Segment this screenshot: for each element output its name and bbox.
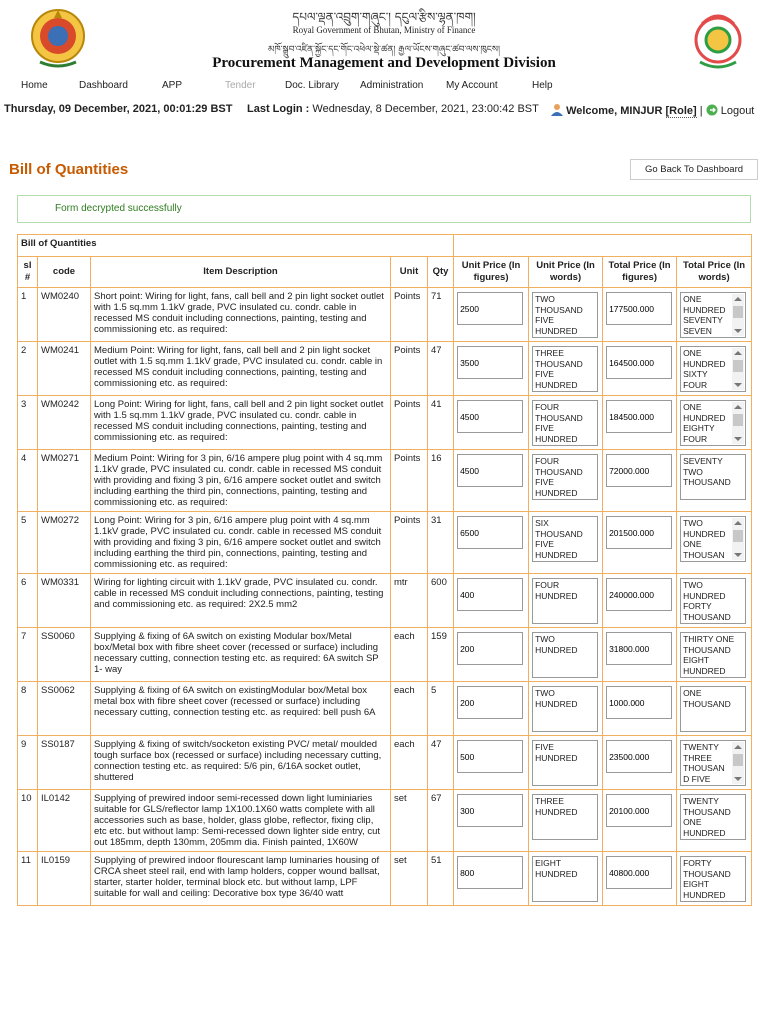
- cell-description: Supplying & fixing of 6A switch on existingModular box/Metal box metal box with fibre sheet cover (recessed or surface) including necessary cutting, connection testing etc. as required: bell push 6A: [91, 682, 391, 736]
- last-login: [247, 103, 539, 115]
- cell-unit: Points: [391, 450, 428, 512]
- cell-description: Short point: Wiring for light, fans, call bell and 2 pin light socket outlet with 1.5 sq.mm 1.1kV grade, PVC insulated cu. condr. cable in recessed MS conduit including connections, painting, testing and commissioning etc. as required:: [91, 288, 391, 342]
- col-unit-price-figures: Unit Price (In figures): [454, 257, 529, 288]
- cell-total-price-words: [677, 790, 752, 852]
- cell-qty: 47: [428, 342, 454, 396]
- table-row: [18, 736, 752, 790]
- total-price-input[interactable]: [606, 740, 672, 773]
- cell-total-price-figures: [603, 628, 677, 682]
- table-row: [18, 450, 752, 512]
- cell-unit: Points: [391, 512, 428, 574]
- total-price-input[interactable]: [606, 632, 672, 665]
- cell-qty: 16: [428, 450, 454, 512]
- col-description: Item Description: [91, 257, 391, 288]
- total-price-words-field[interactable]: [680, 632, 746, 678]
- division-logo-icon: [688, 4, 748, 72]
- total-price-words-field[interactable]: [680, 346, 746, 392]
- nav-home[interactable]: Home: [21, 80, 48, 91]
- cell-qty: 67: [428, 790, 454, 852]
- cell-unit-price-words: [529, 736, 603, 790]
- total-price-input[interactable]: [606, 794, 672, 827]
- cell-total-price-words: [677, 682, 752, 736]
- cell-unit-price-words: [529, 342, 603, 396]
- current-datetime: Thursday, 09 December, 2021, 00:01:29 BST: [4, 103, 233, 115]
- col-total-price-figures: Total Price (In figures): [603, 257, 677, 288]
- cell-qty: 600: [428, 574, 454, 628]
- total-price-words-text: TWO HUNDRED ONE THOUSAN: [683, 518, 726, 560]
- cell-unit: Points: [391, 342, 428, 396]
- nav-help[interactable]: Help: [532, 80, 553, 91]
- table-row: [18, 682, 752, 736]
- cell-qty: 71: [428, 288, 454, 342]
- scroll-down-icon[interactable]: [734, 437, 742, 441]
- table-caption: Bill of Quantities: [18, 235, 454, 257]
- total-price-words-field[interactable]: [680, 292, 746, 338]
- separator: |: [699, 105, 703, 117]
- cell-unit: Points: [391, 396, 428, 450]
- cell-unit: set: [391, 852, 428, 906]
- total-price-words-field[interactable]: [680, 794, 746, 840]
- unit-price-input[interactable]: [457, 400, 523, 433]
- col-code: code: [38, 257, 91, 288]
- cell-unit-price-figures: [454, 852, 529, 906]
- col-unit-price-words: Unit Price (In words): [529, 257, 603, 288]
- col-unit: Unit: [391, 257, 428, 288]
- dzongkha-title-line1: དཔལ་ལྡན་འབྲུག་གཞུང་། དངུལ་རྩིས་ལྷན་ཁག།: [292, 10, 476, 24]
- cell-unit-price-words: [529, 790, 603, 852]
- cell-total-price-words: [677, 628, 752, 682]
- table-row: [18, 512, 752, 574]
- cell-description: Supplying & fixing of 6A switch on existing Modular box/Metal box/Metal box with fibre sheet cover (recessed or surface) including necessary cutting, connection testing etc. as required: 6A switch SP 1- way: [91, 628, 391, 682]
- table-row: [18, 628, 752, 682]
- total-price-words-text: THIRTY ONE THOUSAND EIGHT HUNDRED: [683, 634, 735, 676]
- total-price-words-text: TWENTY THOUSAND ONE HUNDRED: [683, 796, 731, 838]
- total-price-input[interactable]: [606, 454, 672, 487]
- table-header-row: [18, 257, 752, 288]
- unit-price-input[interactable]: [457, 292, 523, 325]
- main-nav: [0, 80, 768, 96]
- cell-unit: each: [391, 736, 428, 790]
- nav-tender[interactable]: Tender: [225, 80, 256, 91]
- total-price-words-text: TWO HUNDRED FORTY THOUSAND: [683, 580, 731, 622]
- unit-price-words-field[interactable]: FIVE HUNDRED: [532, 740, 598, 786]
- boq-table: [17, 234, 752, 906]
- total-price-words-text: ONE HUNDRED SIXTY FOUR: [683, 348, 726, 390]
- cell-total-price-figures: [603, 342, 677, 396]
- cell-code: WM0271: [38, 450, 91, 512]
- site-header: [0, 0, 768, 75]
- cell-unit: Points: [391, 288, 428, 342]
- scrollbar[interactable]: [732, 348, 744, 390]
- total-price-words-text: ONE HUNDRED EIGHTY FOUR: [683, 402, 726, 444]
- cell-unit-price-words: [529, 628, 603, 682]
- cell-total-price-words: [677, 396, 752, 450]
- cell-code: SS0062: [38, 682, 91, 736]
- cell-sl: 9: [18, 736, 38, 790]
- division-title: Procurement Management and Development Division: [212, 55, 556, 71]
- cell-total-price-figures: [603, 450, 677, 512]
- user-welcome: [551, 103, 754, 117]
- total-price-words-text: TWENTY THREE THOUSAN D FIVE: [683, 742, 725, 784]
- cell-total-price-figures: [603, 512, 677, 574]
- cell-code: IL0142: [38, 790, 91, 852]
- col-total-price-words: Total Price (In words): [677, 257, 752, 288]
- scroll-thumb[interactable]: [733, 360, 743, 372]
- cell-unit-price-figures: [454, 342, 529, 396]
- cell-qty: 47: [428, 736, 454, 790]
- nav-my-account[interactable]: My Account: [446, 80, 498, 91]
- scrollbar[interactable]: [732, 402, 744, 444]
- scroll-down-icon[interactable]: [734, 329, 742, 333]
- cell-code: SS0187: [38, 736, 91, 790]
- cell-unit-price-figures: [454, 574, 529, 628]
- table-row: [18, 790, 752, 852]
- scroll-thumb[interactable]: [733, 754, 743, 766]
- scroll-thumb[interactable]: [733, 414, 743, 426]
- cell-code: WM0331: [38, 574, 91, 628]
- cell-unit-price-words: [529, 682, 603, 736]
- cell-total-price-figures: [603, 396, 677, 450]
- total-price-words-text: SEVENTY TWO THOUSAND: [683, 456, 731, 487]
- cell-total-price-words: [677, 342, 752, 396]
- cell-unit: mtr: [391, 574, 428, 628]
- scroll-up-icon[interactable]: [734, 745, 742, 749]
- unit-price-words-field[interactable]: FOUR THOUSAND FIVE HUNDRED: [532, 454, 598, 500]
- total-price-input[interactable]: [606, 400, 672, 433]
- cell-unit-price-words: [529, 450, 603, 512]
- dzongkha-title-line2: མཁོ་སྒྲུབ་འཛིན་སྐྱོང་དང་གོང་འཕེལ་སྡེ་ཚན། རྒྱལ་ཡོངས་གཞུང་ཚབ་ལས་ཁུངས།: [268, 45, 500, 55]
- table-row: [18, 852, 752, 906]
- scrollbar[interactable]: [732, 518, 744, 560]
- cell-description: Medium Point: Wiring for light, fans, call bell and 2 pin light socket outlet with 1.5 sq.mm 1.1kV grade, PVC insulated cu. condr. cable in recessed MS conduit including connections, painting, testing and commissioning etc. as required:: [91, 342, 391, 396]
- cell-sl: 4: [18, 450, 38, 512]
- cell-unit-price-figures: [454, 450, 529, 512]
- unit-price-input[interactable]: [457, 454, 523, 487]
- cell-code: WM0242: [38, 396, 91, 450]
- logout-link[interactable]: Logout: [720, 105, 755, 117]
- scroll-thumb[interactable]: [733, 530, 743, 542]
- cell-unit-price-words: [529, 512, 603, 574]
- total-price-input[interactable]: [606, 578, 672, 611]
- logout-icon[interactable]: [706, 104, 718, 116]
- table-row: [18, 288, 752, 342]
- col-sl: sl #: [18, 257, 38, 288]
- user-icon: [551, 103, 563, 116]
- cell-sl: 3: [18, 396, 38, 450]
- scroll-down-icon[interactable]: [734, 553, 742, 557]
- unit-price-words-field[interactable]: TWO HUNDRED: [532, 632, 598, 678]
- unit-price-words-field[interactable]: EIGHT HUNDRED: [532, 856, 598, 902]
- last-login-value: Wednesday, 8 December, 2021, 23:00:42 BST: [312, 103, 539, 115]
- cell-total-price-words: [677, 574, 752, 628]
- cell-description: Supplying of prewired indoor flourescant lamp luminaries housing of CRCA sheet steel rail, end with lamp holders, copper wound ballsat, starter, starter holder, terminal block etc. but without lamp, LPF suitable for wall and ceiling: Decorative box type 36/40 watt: [91, 852, 391, 906]
- table-row: [18, 574, 752, 628]
- cell-description: Long Point: Wiring for 3 pin, 6/16 ampere plug point with 4 sq.mm 1.1kV grade, PVC insulated cu. condr. cable in recessed MS conduit with providing and fixing 3 pin, 6/16 ampere socket outlet and switch including earthing the third pin, connections, painting, testing and commissioning etc. as required:: [91, 512, 391, 574]
- cell-unit: each: [391, 682, 428, 736]
- total-price-words-field[interactable]: [680, 578, 746, 624]
- cell-sl: 1: [18, 288, 38, 342]
- info-bar: [0, 103, 768, 119]
- cell-qty: 159: [428, 628, 454, 682]
- unit-price-input[interactable]: [457, 686, 523, 719]
- back-to-dashboard-button[interactable]: Go Back To Dashboard: [630, 159, 758, 180]
- last-login-label: Last Login :: [247, 103, 310, 115]
- cell-qty: 51: [428, 852, 454, 906]
- total-price-words-field[interactable]: [680, 740, 746, 786]
- unit-price-words-field[interactable]: TWO HUNDRED: [532, 686, 598, 732]
- cell-total-price-figures: [603, 736, 677, 790]
- table-row: [18, 342, 752, 396]
- cell-unit-price-figures: [454, 628, 529, 682]
- total-price-input[interactable]: [606, 516, 672, 549]
- cell-total-price-figures: [603, 574, 677, 628]
- table-row: [18, 396, 752, 450]
- cell-unit-price-figures: [454, 682, 529, 736]
- cell-total-price-figures: [603, 790, 677, 852]
- cell-description: Supplying & fixing of switch/socketon existing PVC/ metal/ moulded tough surface box (recessed or surface) including necessary cutting, connection testing etc. as required: 5/6 pin, 6/16A socket outlet, shuttered: [91, 736, 391, 790]
- total-price-words-text: FORTY THOUSAND EIGHT HUNDRED: [683, 858, 731, 900]
- total-price-words-field[interactable]: [680, 856, 746, 902]
- unit-price-words-field[interactable]: THREE THOUSAND FIVE HUNDRED: [532, 346, 598, 392]
- success-message: Form decrypted successfully: [17, 195, 751, 223]
- cell-description: Long Point: Wiring for light, fans, call bell and 2 pin light socket outlet with 1.5 sq.mm 1.1kV grade, PVC insulated cu. condr. cable in recessed MS conduit including connections, painting, testing and commissioning etc. as required:: [91, 396, 391, 450]
- cell-description: Supplying of prewired indoor semi-recessed down light luminiaries suitable for GLS/reflector lamp 1X100.1X60 watts complete with all accessories such as base, holder, glass globe, reflector, fixing clip, etc etc. but without lamp: Semi-recessed down lighter side entry, cut out 185mm, depth 130mm, 205mm dia. Finish painted, 1X60W: [91, 790, 391, 852]
- unit-price-input[interactable]: [457, 578, 523, 611]
- cell-code: WM0241: [38, 342, 91, 396]
- cell-code: WM0272: [38, 512, 91, 574]
- scrollbar[interactable]: [732, 294, 744, 336]
- page-title: Bill of Quantities: [9, 161, 129, 178]
- nav-doc-library[interactable]: Doc. Library: [285, 80, 339, 91]
- cell-description: Wiring for lighting circuit with 1.1kV grade, PVC insulated cu. condr. cable in recessed MS conduit including connections, painting, testing and commissioning etc. as required: 2X2.5 mm2: [91, 574, 391, 628]
- table-caption-blank: [454, 235, 752, 257]
- cell-sl: 10: [18, 790, 38, 852]
- cell-total-price-words: [677, 288, 752, 342]
- cell-unit-price-figures: [454, 790, 529, 852]
- cell-total-price-words: [677, 450, 752, 512]
- unit-price-input[interactable]: [457, 632, 523, 665]
- cell-code: WM0240: [38, 288, 91, 342]
- cell-sl: 5: [18, 512, 38, 574]
- total-price-input[interactable]: [606, 856, 672, 889]
- ministry-title: Royal Government of Bhutan, Ministry of Finance: [292, 25, 476, 35]
- total-price-words-field[interactable]: [680, 516, 746, 562]
- scroll-up-icon[interactable]: [734, 297, 742, 301]
- cell-qty: 41: [428, 396, 454, 450]
- unit-price-input[interactable]: [457, 346, 523, 379]
- total-price-words-field[interactable]: [680, 454, 746, 500]
- total-price-words-field[interactable]: [680, 686, 746, 732]
- unit-price-words-field[interactable]: SIX THOUSAND FIVE HUNDRED: [532, 516, 598, 562]
- cell-unit-price-words: [529, 574, 603, 628]
- cell-unit-price-words: [529, 288, 603, 342]
- unit-price-words-field[interactable]: TWO THOUSAND FIVE HUNDRED: [532, 292, 598, 338]
- cell-unit-price-figures: [454, 288, 529, 342]
- cell-code: SS0060: [38, 628, 91, 682]
- cell-total-price-words: [677, 852, 752, 906]
- cell-sl: 7: [18, 628, 38, 682]
- scroll-down-icon[interactable]: [734, 777, 742, 781]
- unit-price-input[interactable]: [457, 856, 523, 889]
- table-caption-row: [18, 235, 752, 257]
- total-price-words-field[interactable]: [680, 400, 746, 446]
- welcome-text: Welcome, MINJUR: [566, 105, 663, 117]
- scroll-up-icon[interactable]: [734, 521, 742, 525]
- unit-price-input[interactable]: [457, 794, 523, 827]
- scroll-up-icon[interactable]: [734, 405, 742, 409]
- unit-price-words-field[interactable]: FOUR THOUSAND FIVE HUNDRED: [532, 400, 598, 446]
- col-qty: Qty: [428, 257, 454, 288]
- cell-total-price-figures: [603, 682, 677, 736]
- scroll-up-icon[interactable]: [734, 351, 742, 355]
- cell-unit: set: [391, 790, 428, 852]
- cell-unit-price-figures: [454, 396, 529, 450]
- cell-total-price-words: [677, 512, 752, 574]
- cell-total-price-words: [677, 736, 752, 790]
- cell-total-price-figures: [603, 852, 677, 906]
- cell-total-price-figures: [603, 288, 677, 342]
- total-price-words-text: ONE THOUSAND: [683, 688, 731, 709]
- unit-price-input[interactable]: [457, 740, 523, 773]
- unit-price-words-field[interactable]: THREE HUNDRED: [532, 794, 598, 840]
- unit-price-input[interactable]: [457, 516, 523, 549]
- cell-sl: 2: [18, 342, 38, 396]
- role-link[interactable]: [Role]: [665, 105, 697, 117]
- cell-code: IL0159: [38, 852, 91, 906]
- cell-sl: 8: [18, 682, 38, 736]
- total-price-input[interactable]: [606, 292, 672, 325]
- cell-qty: 5: [428, 682, 454, 736]
- cell-unit-price-words: [529, 396, 603, 450]
- nav-app[interactable]: APP: [162, 80, 183, 91]
- total-price-words-text: ONE HUNDRED SEVENTY SEVEN: [683, 294, 726, 336]
- unit-price-words-field[interactable]: FOUR HUNDRED: [532, 578, 598, 624]
- cell-unit-price-figures: [454, 512, 529, 574]
- cell-unit: each: [391, 628, 428, 682]
- cell-unit-price-figures: [454, 736, 529, 790]
- cell-sl: 6: [18, 574, 38, 628]
- total-price-input[interactable]: [606, 686, 672, 719]
- nav-administration[interactable]: Administration: [360, 80, 424, 91]
- cell-qty: 31: [428, 512, 454, 574]
- scrollbar[interactable]: [732, 742, 744, 784]
- cell-sl: 11: [18, 852, 38, 906]
- total-price-input[interactable]: [606, 346, 672, 379]
- cell-unit-price-words: [529, 852, 603, 906]
- scroll-down-icon[interactable]: [734, 383, 742, 387]
- cell-description: Medium Point: Wiring for 3 pin, 6/16 ampere plug point with 4 sq.mm 1.1kV grade, PVC insulated cu. condr. cable in recessed MS conduit with providing and fixing 3 pin, 6/16 ampere socket outlet and switch including earthing the third pin, connections, painting, testing and commissioning etc. as required:: [91, 450, 391, 512]
- nav-dashboard[interactable]: Dashboard: [79, 80, 128, 91]
- scroll-thumb[interactable]: [733, 306, 743, 318]
